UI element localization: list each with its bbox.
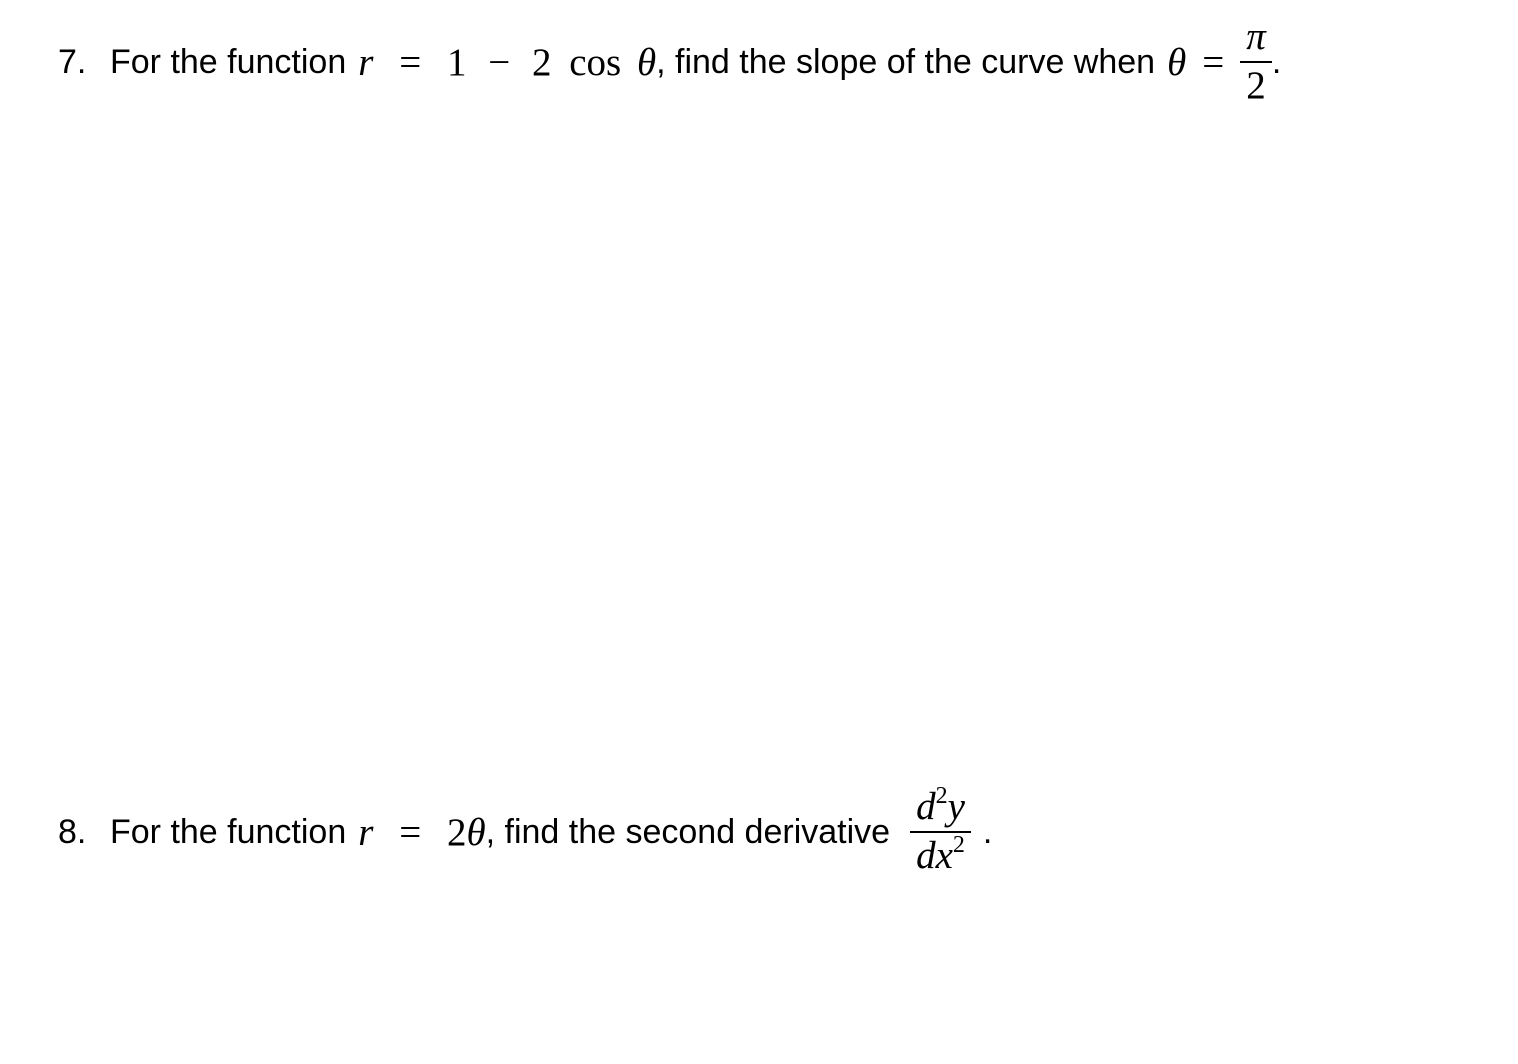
denominator-exponent: 2 <box>952 832 965 858</box>
problem-text-middle: , find the second derivative <box>485 812 891 851</box>
variable-r: r <box>358 40 374 84</box>
fraction-denominator <box>910 832 971 877</box>
variable-theta: θ <box>1167 40 1187 84</box>
problem-8 <box>58 776 992 888</box>
variable-r: r <box>358 810 374 854</box>
problem-number: 8. <box>58 812 87 851</box>
numerator-y: y <box>947 785 965 829</box>
minus-sign: − <box>488 40 511 84</box>
problem-number: 7. <box>58 42 87 81</box>
second-derivative-fraction <box>910 783 971 877</box>
variable-theta: θ <box>466 810 486 854</box>
variable-theta: θ <box>636 40 657 84</box>
equals-sign: = <box>1202 40 1225 84</box>
fraction-pi-over-2 <box>1240 17 1272 107</box>
period: . <box>1271 42 1282 81</box>
problem-text: For the function <box>110 42 347 81</box>
constant-one: 1 <box>446 40 467 84</box>
problem-text: For the function <box>110 812 347 851</box>
denominator-d: d <box>916 834 936 877</box>
equals-sign: = <box>399 40 422 84</box>
denominator-x: x <box>935 834 953 877</box>
problem-7 <box>58 14 1281 110</box>
period: . <box>982 812 993 851</box>
fraction-numerator <box>910 783 971 829</box>
fraction-denominator: 2 <box>1246 64 1266 107</box>
equals-sign: = <box>399 810 422 854</box>
equation-theta-equals-pi-over-2 <box>1155 17 1272 107</box>
fraction-bar <box>1240 61 1272 63</box>
coefficient-two: 2 <box>531 40 552 84</box>
equation-r-equals-1-minus-2cos-theta <box>346 40 656 85</box>
equation-r-equals-2-theta <box>346 810 485 855</box>
problem-text-middle: , find the slope of the curve when <box>656 42 1156 81</box>
coefficient-two: 2 <box>446 810 467 854</box>
numerator-exponent: 2 <box>935 783 948 810</box>
cos-function: cos <box>569 40 622 84</box>
fraction-numerator: π <box>1246 15 1266 59</box>
numerator-d: d <box>916 785 936 829</box>
